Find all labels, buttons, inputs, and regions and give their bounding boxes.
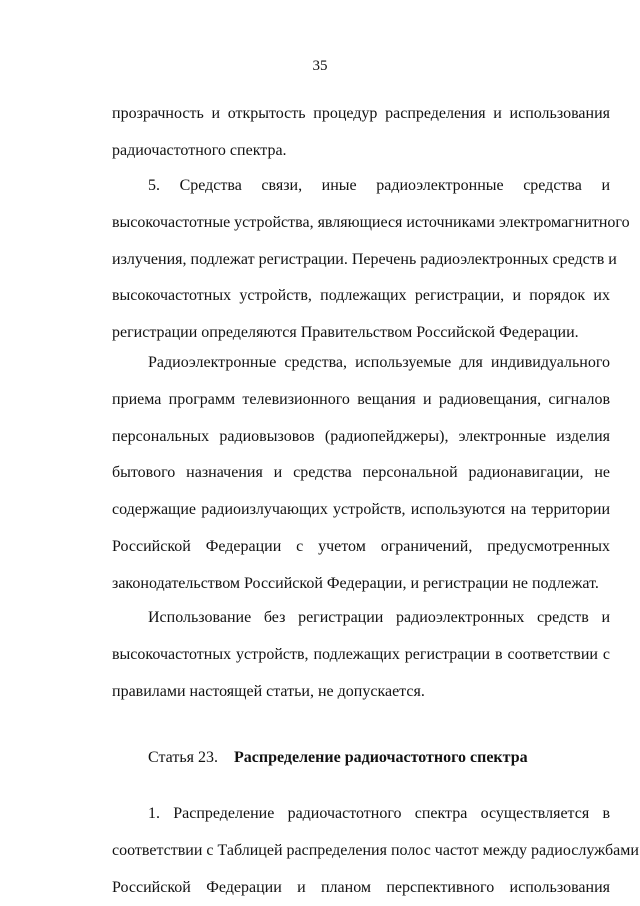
paragraph-line: 5. Средства связи, иные радиоэлектронные средства и (148, 177, 610, 194)
paragraph-line: Радиоэлектронные средства, используемые для индивидуального (148, 354, 610, 371)
article-title: Распределение радиочастотного спектра (234, 749, 528, 766)
paragraph-line: радиочастотного спектра. (112, 141, 287, 159)
paragraph-line: Российской Федерации и планом перспективного использования (112, 878, 610, 896)
paragraph-line: соответствии с Таблицей распределения полос частот между радиослужбами (112, 841, 639, 859)
paragraph-line: излучения, подлежат регистрации. Перечень радиоэлектронных средств и (112, 250, 617, 268)
paragraph-line: приема программ телевизионного вещания и радиовещания, сигналов (112, 390, 610, 408)
article-number: Статья 23. (148, 749, 218, 766)
paragraph-line: регистрации определяются Правительством Российской Федерации. (112, 324, 579, 342)
paragraph-5 (112, 168, 630, 352)
paragraph-line: Российской Федерации с учетом ограничений, предусмотренных (112, 537, 610, 555)
paragraph-line: содержащие радиоизлучающих устройств, используются на территории (112, 501, 610, 519)
page-number: 35 (312, 58, 328, 74)
paragraph-usage (112, 600, 610, 710)
paragraph-line: персональных радиовызовов (радиопейджеры), электронные изделия (112, 427, 610, 445)
article-heading (148, 746, 528, 770)
paragraph-line: высокочастотные устройства, являющиеся источниками электромагнитного (112, 213, 630, 231)
paragraph-line: законодательством Российской Федерации, и регистрации не подлежат. (112, 574, 599, 592)
paragraph-radio-devices (112, 345, 610, 603)
paragraph-line: бытового назначения и средства персональной радионавигации, не (112, 464, 610, 482)
paragraph-line: Использование без регистрации радиоэлектронных средств и (148, 609, 610, 626)
paragraph-line: прозрачность и открытость процедур распределения и использования (112, 105, 610, 122)
paragraph-line: высокочастотных устройств, подлежащих регистрации, и порядок их (112, 287, 610, 305)
paragraph-line: высокочастотных устройств, подлежащих регистрации в соответствии с (112, 645, 610, 663)
paragraph-line: 1. Распределение радиочастотного спектра осуществляется в (148, 805, 610, 822)
paragraph-continuation (112, 96, 610, 170)
paragraph-line: правилами настоящей статьи, не допускается. (112, 682, 425, 700)
article-paragraph-1 (112, 796, 639, 906)
